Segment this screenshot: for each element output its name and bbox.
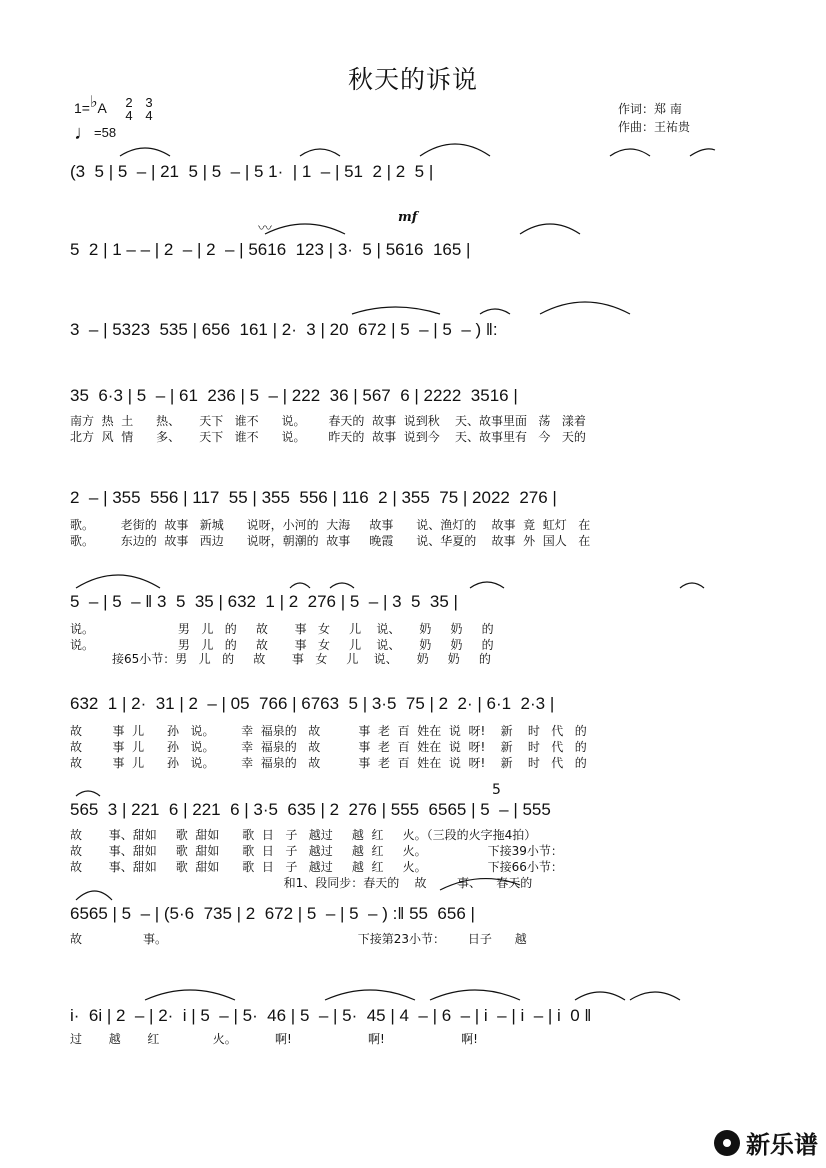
slur-14 xyxy=(470,582,504,588)
notation-line-1: (3 5 | 5 – | 21 5 | 5 – | 5 1· | 1 – | 51 2 | 2 5 | xyxy=(70,162,434,181)
slur-19 xyxy=(325,990,415,1000)
lyric-4b: 北方 风 情 多、 天下 谁不 说。 昨天的 故事 说到今 天、故事里有 今 天的 xyxy=(70,430,586,444)
slur-20 xyxy=(430,990,520,1000)
turn-ornament-icon: 〰 xyxy=(258,221,272,237)
slur-4 xyxy=(610,149,650,156)
lyric-5b: 歌。 东边的 故事 西边 说呀，朝潮的 故事 晚霞 说、华夏的 故事 外 国人 在 xyxy=(70,534,591,548)
slur-22 xyxy=(630,992,680,1000)
lyric-7a: 故 事 儿 孙 说。 幸 福泉的 故 事 老 百 姓在 说 呀! 新 时 代 的 xyxy=(70,724,587,738)
notation-line-2: 5 2 | 1 – – | 2 – | 2 – | 5616 123 | 3· 5 | 5616 165 | xyxy=(70,240,471,259)
slur-15 xyxy=(680,583,704,588)
lyric-7b: 故 事 儿 孙 说。 幸 福泉的 故 事 老 百 姓在 说 呀! 新 时 代 的 xyxy=(70,740,587,754)
lyric-4a: 南方 热 土 热、 天下 谁不 说。 春天的 故事 说到秋 天、故事里面 荡 漾着 xyxy=(70,414,586,428)
lyric-8b: 故 事、甜如 歌 甜如 歌 日 子 越过 越 红 火。 下接39小节： xyxy=(70,844,563,858)
notation-line-10: i· 6i | 2 – | 2· i | 5 – | 5· 46 | 5 – | 5· 45 | 4 – | 6 – | i – | i – | i 0 ‖ xyxy=(70,1006,592,1025)
lyric-8a: 故 事、甜如 歌 甜如 歌 日 子 越过 越 红 火。（三段的火字拖4拍） xyxy=(70,828,537,842)
slur-7 xyxy=(520,224,580,234)
slur-2 xyxy=(300,149,340,156)
lyric-6b: 说。 男 儿 的 故 事 女 儿 说、 奶 奶 的 xyxy=(70,638,494,652)
logo-text: 新乐谱 xyxy=(746,1131,818,1159)
meter1-top: 2 xyxy=(125,95,133,110)
slur-16 xyxy=(76,791,100,796)
notation-line-8: 565 3 | 221 6 | 221 6 | 3·5 635 | 2 276 | 555 6565 | 5 – | 555 xyxy=(70,800,551,819)
vinyl-disc-icon xyxy=(714,1130,740,1156)
slur-21 xyxy=(575,992,625,1000)
key-note: A xyxy=(97,100,107,116)
quarter-note-icon: ♩ xyxy=(74,122,94,144)
site-logo xyxy=(714,1125,818,1160)
lyric-7c: 故 事 儿 孙 说。 幸 福泉的 故 事 老 百 姓在 说 呀! 新 时 代 的 xyxy=(70,756,587,770)
slur-1 xyxy=(120,148,170,156)
slur-11 xyxy=(76,575,160,588)
meter1-bottom: 4 xyxy=(125,108,133,123)
lyric-5a: 歌。 老街的 故事 新城 说呀，小河的 大海 故事 说、渔灯的 故事 竟 虹灯 在 xyxy=(70,518,591,532)
composer: 作曲：王祐贵 xyxy=(618,120,691,134)
dynamic-mf: mf xyxy=(398,210,418,225)
lyric-6c: 接65小节：男 儿 的 故 事 女 儿 说、 奶 奶 的 xyxy=(70,652,491,666)
slur-9 xyxy=(480,309,510,314)
flat-icon: ♭ xyxy=(89,94,98,111)
lyric-9: 故 事。 下接第23小节： 日子 越 xyxy=(70,932,527,946)
lyricist: 作词：郑 南 xyxy=(618,102,682,116)
slur-10 xyxy=(540,302,630,314)
notation-line-7: 632 1 | 2· 31 | 2 – | 05 766 | 6763 5 | 3·5 75 | 2 2· | 6·1 2·3 | xyxy=(70,694,555,713)
notation-line-6: 5 – | 5 – ‖ 3 5 35 | 632 1 | 2 276 | 5 – | 3 5 35 | xyxy=(70,592,458,611)
key-label: 1= xyxy=(74,100,90,116)
notation-line-5: 2 – | 355 556 | 117 55 | 355 556 | 116 2 | 355 75 | 2022 276 | xyxy=(70,488,557,507)
lyric-10: 过 越 红 火。 啊! 啊! 啊! xyxy=(70,1032,478,1046)
slur-6 xyxy=(265,224,345,234)
slur-12 xyxy=(290,583,310,588)
notation-line-3: 3 – | 5323 535 | 656 161 | 2· 3 | 20 672 | 5 – | 5 – ) ‖: xyxy=(70,320,498,339)
slur-18 xyxy=(145,990,235,1000)
slur-5 xyxy=(690,149,715,156)
slur-8 xyxy=(352,307,440,314)
slur-17 xyxy=(76,891,112,900)
small-note-5: 5 xyxy=(492,782,501,798)
lyric-6a: 说。 男 儿 的 故 事 女 儿 说、 奶 奶 的 xyxy=(70,622,494,636)
meter2-top: 3 xyxy=(145,95,153,110)
slur-3 xyxy=(420,144,490,156)
tempo-value: =58 xyxy=(94,125,117,140)
meter2-bottom: 4 xyxy=(145,108,153,123)
lyric-8d: 和1、段同步：春天的 故 事、 春天的 xyxy=(70,876,533,890)
slur-13 xyxy=(330,583,354,588)
notation-line-9: 6565 | 5 – | (5·6 735 | 2 672 | 5 – | 5 – ) :‖ 55 656 | xyxy=(70,904,475,923)
song-title: 秋天的诉说 xyxy=(347,65,478,94)
lyric-8c: 故 事、甜如 歌 甜如 歌 日 子 越过 越 红 火。 下接66小节： xyxy=(70,860,563,874)
slur-23 xyxy=(440,879,520,890)
notation-line-4: 35 6·3 | 5 – | 61 236 | 5 – | 222 36 | 567 6 | 2222 3516 | xyxy=(70,386,518,405)
